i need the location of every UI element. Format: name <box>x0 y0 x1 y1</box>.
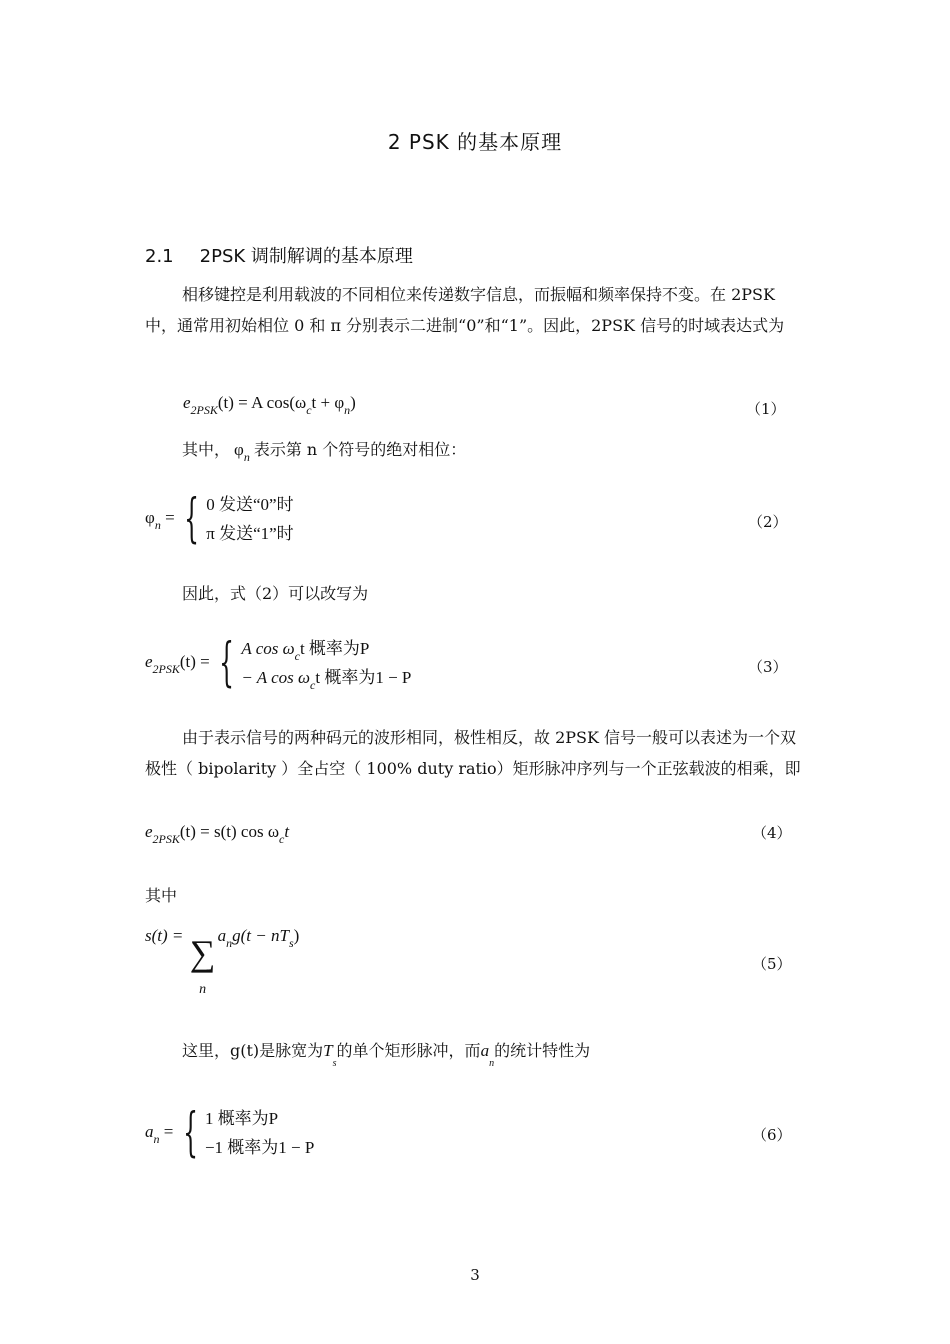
equation-1: $e_{2PSK}(t) = A$ $\cos(\omega_ct + \varphi_n)$ <box>183 393 356 417</box>
equation-4-number: （4） <box>752 824 792 842</box>
equation-2-number: （2） <box>748 513 788 531</box>
section-number: 2.1 <box>145 246 174 267</box>
equation-3: $e_{2PSK}(t)$ = { A $\cos \omega_ct$ 概率为P − A $\cos \omega_ct$ 概率为1 − P <box>145 633 412 693</box>
equation-5-number: （5） <box>752 955 792 973</box>
equation-6-number: （6） <box>752 1126 792 1144</box>
paragraph-phase-def: 其中， $\varphi_n$ 表示第 n 个符号的绝对相位： <box>182 440 467 464</box>
section-title: 2PSK 调制解调的基本原理 <box>199 246 413 267</box>
equation-5: s(t) = ∑ $_na_ng(t - nT_s)$ <box>145 926 300 997</box>
paragraph-where: 其中 <box>145 886 178 905</box>
page-title: 2 PSK 的基本原理 <box>387 130 563 154</box>
paragraph-bipolar: 由于表示信号的两种码元的波形相同，极性相反，故 2PSK 信号一般可以表述为一个双极性（ bipolarity ）全占空（ 100% duty ratio）矩形脉冲序列与一个正弦载波的相乘，即 <box>145 728 801 778</box>
paragraph-intro: 相移键控是利用载波的不同相位来传递数字信息，而振幅和频率保持不变。在 2PSK 中，通常用初始相位 0 和 π 分别表示二进制“0”和“1”。因此，2PSK 信号的时域表达式为 <box>145 285 785 335</box>
section-heading <box>145 242 413 268</box>
page-number: 3 <box>470 1266 480 1284</box>
equation-6: $a_n$ = { 1 概率为P −1 概率为1 − P <box>145 1103 315 1163</box>
equation-3-number: （3） <box>748 658 788 676</box>
equation-2: $\varphi_n$ = { 0 发送“0”时 π 发送“1”时 <box>145 489 294 549</box>
paragraph-rewrite: 因此，式（2）可以改写为 <box>182 584 369 603</box>
equation-1-number: （1） <box>746 400 786 418</box>
equation-4: $e_{2PSK}(t) = s(t)$ $\cos \omega_ct$ <box>145 822 290 846</box>
paragraph-pulse-def: 这里，g(t)是脉宽为$T_s$的单个矩形脉冲，而$a_n$的统计特性为 <box>182 1041 591 1069</box>
